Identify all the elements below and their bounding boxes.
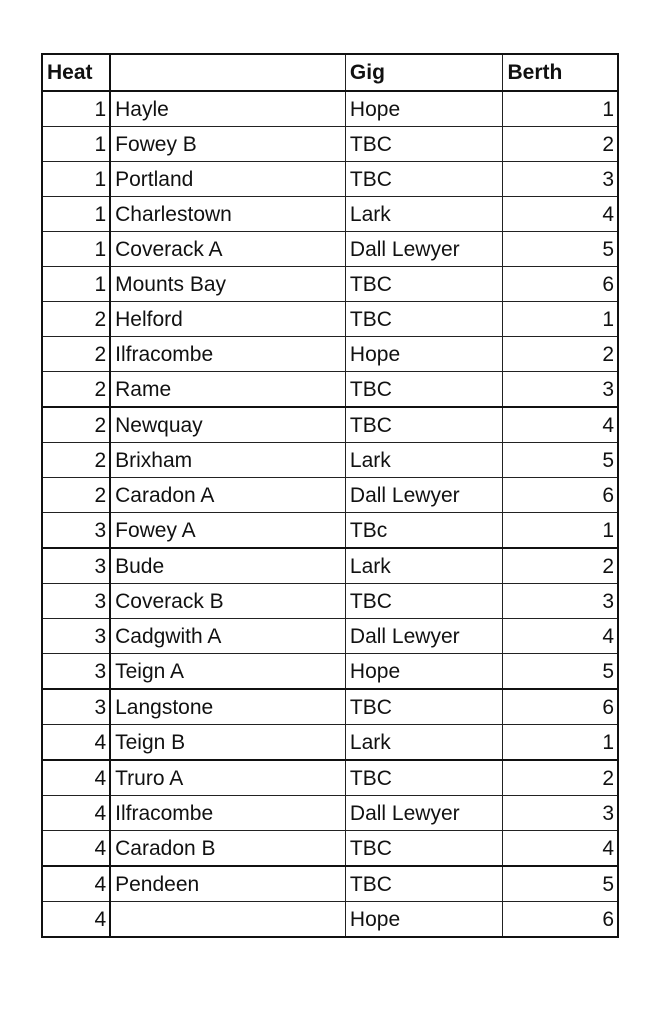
gig-cell: TBC bbox=[345, 162, 503, 197]
club-cell: Ilfracombe bbox=[110, 337, 345, 372]
table-row bbox=[42, 584, 618, 619]
gig-cell: Hope bbox=[345, 337, 503, 372]
table-row bbox=[42, 302, 618, 337]
table-row bbox=[42, 407, 618, 443]
gig-cell: TBC bbox=[345, 831, 503, 867]
club-cell: Fowey B bbox=[110, 127, 345, 162]
heat-cell: 3 bbox=[42, 513, 110, 549]
berth-cell: 1 bbox=[503, 91, 618, 127]
club-cell: Caradon B bbox=[110, 831, 345, 867]
table-row bbox=[42, 513, 618, 549]
berth-cell: 5 bbox=[503, 866, 618, 902]
table-row bbox=[42, 91, 618, 127]
club-cell: Mounts Bay bbox=[110, 267, 345, 302]
table-row bbox=[42, 619, 618, 654]
club-cell: Fowey A bbox=[110, 513, 345, 549]
berth-cell: 6 bbox=[503, 689, 618, 725]
gig-cell: TBC bbox=[345, 302, 503, 337]
heat-cell: 4 bbox=[42, 725, 110, 761]
club-cell: Teign A bbox=[110, 654, 345, 690]
heat-cell: 2 bbox=[42, 302, 110, 337]
club-cell: Ilfracombe bbox=[110, 796, 345, 831]
header-club bbox=[110, 54, 345, 91]
berth-cell: 2 bbox=[503, 760, 618, 796]
table-row bbox=[42, 831, 618, 867]
heat-cell: 4 bbox=[42, 866, 110, 902]
heat-cell: 3 bbox=[42, 584, 110, 619]
berth-cell: 6 bbox=[503, 902, 618, 938]
heat-cell: 1 bbox=[42, 127, 110, 162]
club-cell: Cadgwith A bbox=[110, 619, 345, 654]
heat-cell: 2 bbox=[42, 337, 110, 372]
club-cell: Coverack A bbox=[110, 232, 345, 267]
gig-cell: Hope bbox=[345, 654, 503, 690]
club-cell bbox=[110, 902, 345, 938]
berth-cell: 1 bbox=[503, 725, 618, 761]
heat-cell: 4 bbox=[42, 760, 110, 796]
header-berth: Berth bbox=[503, 54, 618, 91]
gig-cell: TBC bbox=[345, 760, 503, 796]
table-row bbox=[42, 127, 618, 162]
berth-cell: 2 bbox=[503, 548, 618, 584]
table-header-row bbox=[42, 54, 618, 91]
table-row bbox=[42, 902, 618, 938]
table-row bbox=[42, 760, 618, 796]
heat-cell: 3 bbox=[42, 654, 110, 690]
heat-cell: 1 bbox=[42, 267, 110, 302]
gig-cell: Lark bbox=[345, 197, 503, 232]
gig-cell: TBC bbox=[345, 127, 503, 162]
berth-cell: 4 bbox=[503, 619, 618, 654]
berth-cell: 4 bbox=[503, 407, 618, 443]
berth-cell: 3 bbox=[503, 162, 618, 197]
club-cell: Truro A bbox=[110, 760, 345, 796]
table-row bbox=[42, 654, 618, 690]
club-cell: Portland bbox=[110, 162, 345, 197]
gig-cell: Lark bbox=[345, 548, 503, 584]
gig-cell: TBc bbox=[345, 513, 503, 549]
berth-cell: 5 bbox=[503, 443, 618, 478]
club-cell: Rame bbox=[110, 372, 345, 408]
heat-cell: 2 bbox=[42, 443, 110, 478]
club-cell: Hayle bbox=[110, 91, 345, 127]
berth-cell: 6 bbox=[503, 267, 618, 302]
heat-cell: 1 bbox=[42, 197, 110, 232]
berth-cell: 2 bbox=[503, 127, 618, 162]
gig-cell: TBC bbox=[345, 372, 503, 408]
heat-cell: 2 bbox=[42, 372, 110, 408]
gig-cell: TBC bbox=[345, 866, 503, 902]
table-row bbox=[42, 548, 618, 584]
table-row bbox=[42, 337, 618, 372]
header-gig: Gig bbox=[345, 54, 503, 91]
gig-cell: Lark bbox=[345, 443, 503, 478]
table-row bbox=[42, 197, 618, 232]
berth-cell: 4 bbox=[503, 197, 618, 232]
heat-cell: 1 bbox=[42, 232, 110, 267]
gig-cell: Dall Lewyer bbox=[345, 619, 503, 654]
berth-cell: 3 bbox=[503, 372, 618, 408]
heat-cell: 3 bbox=[42, 689, 110, 725]
gig-cell: Hope bbox=[345, 91, 503, 127]
gig-cell: Dall Lewyer bbox=[345, 796, 503, 831]
heat-cell: 4 bbox=[42, 831, 110, 867]
heat-cell: 4 bbox=[42, 796, 110, 831]
table-row bbox=[42, 267, 618, 302]
berth-cell: 1 bbox=[503, 302, 618, 337]
berth-cell: 3 bbox=[503, 796, 618, 831]
heat-cell: 2 bbox=[42, 407, 110, 443]
table-row bbox=[42, 725, 618, 761]
gig-cell: TBC bbox=[345, 407, 503, 443]
club-cell: Newquay bbox=[110, 407, 345, 443]
berth-cell: 5 bbox=[503, 654, 618, 690]
club-cell: Charlestown bbox=[110, 197, 345, 232]
heat-cell: 3 bbox=[42, 619, 110, 654]
club-cell: Langstone bbox=[110, 689, 345, 725]
heat-cell: 2 bbox=[42, 478, 110, 513]
club-cell: Brixham bbox=[110, 443, 345, 478]
table-body bbox=[42, 91, 618, 937]
club-cell: Teign B bbox=[110, 725, 345, 761]
club-cell: Pendeen bbox=[110, 866, 345, 902]
header-heat: Heat bbox=[42, 54, 110, 91]
club-cell: Coverack B bbox=[110, 584, 345, 619]
club-cell: Bude bbox=[110, 548, 345, 584]
gig-cell: TBC bbox=[345, 267, 503, 302]
berth-cell: 6 bbox=[503, 478, 618, 513]
table-row bbox=[42, 796, 618, 831]
heat-cell: 4 bbox=[42, 902, 110, 938]
club-cell: Helford bbox=[110, 302, 345, 337]
gig-cell: TBC bbox=[345, 584, 503, 619]
heat-cell: 3 bbox=[42, 548, 110, 584]
heat-schedule-table bbox=[41, 53, 619, 938]
gig-cell: Hope bbox=[345, 902, 503, 938]
gig-cell: TBC bbox=[345, 689, 503, 725]
club-cell: Caradon A bbox=[110, 478, 345, 513]
table-row bbox=[42, 232, 618, 267]
gig-cell: Dall Lewyer bbox=[345, 232, 503, 267]
berth-cell: 1 bbox=[503, 513, 618, 549]
table-row bbox=[42, 372, 618, 408]
berth-cell: 2 bbox=[503, 337, 618, 372]
table-row bbox=[42, 443, 618, 478]
gig-cell: Lark bbox=[345, 725, 503, 761]
table-row bbox=[42, 866, 618, 902]
table-row bbox=[42, 689, 618, 725]
berth-cell: 4 bbox=[503, 831, 618, 867]
berth-cell: 3 bbox=[503, 584, 618, 619]
gig-cell: Dall Lewyer bbox=[345, 478, 503, 513]
berth-cell: 5 bbox=[503, 232, 618, 267]
table-row bbox=[42, 162, 618, 197]
heat-cell: 1 bbox=[42, 91, 110, 127]
table-row bbox=[42, 478, 618, 513]
heat-cell: 1 bbox=[42, 162, 110, 197]
